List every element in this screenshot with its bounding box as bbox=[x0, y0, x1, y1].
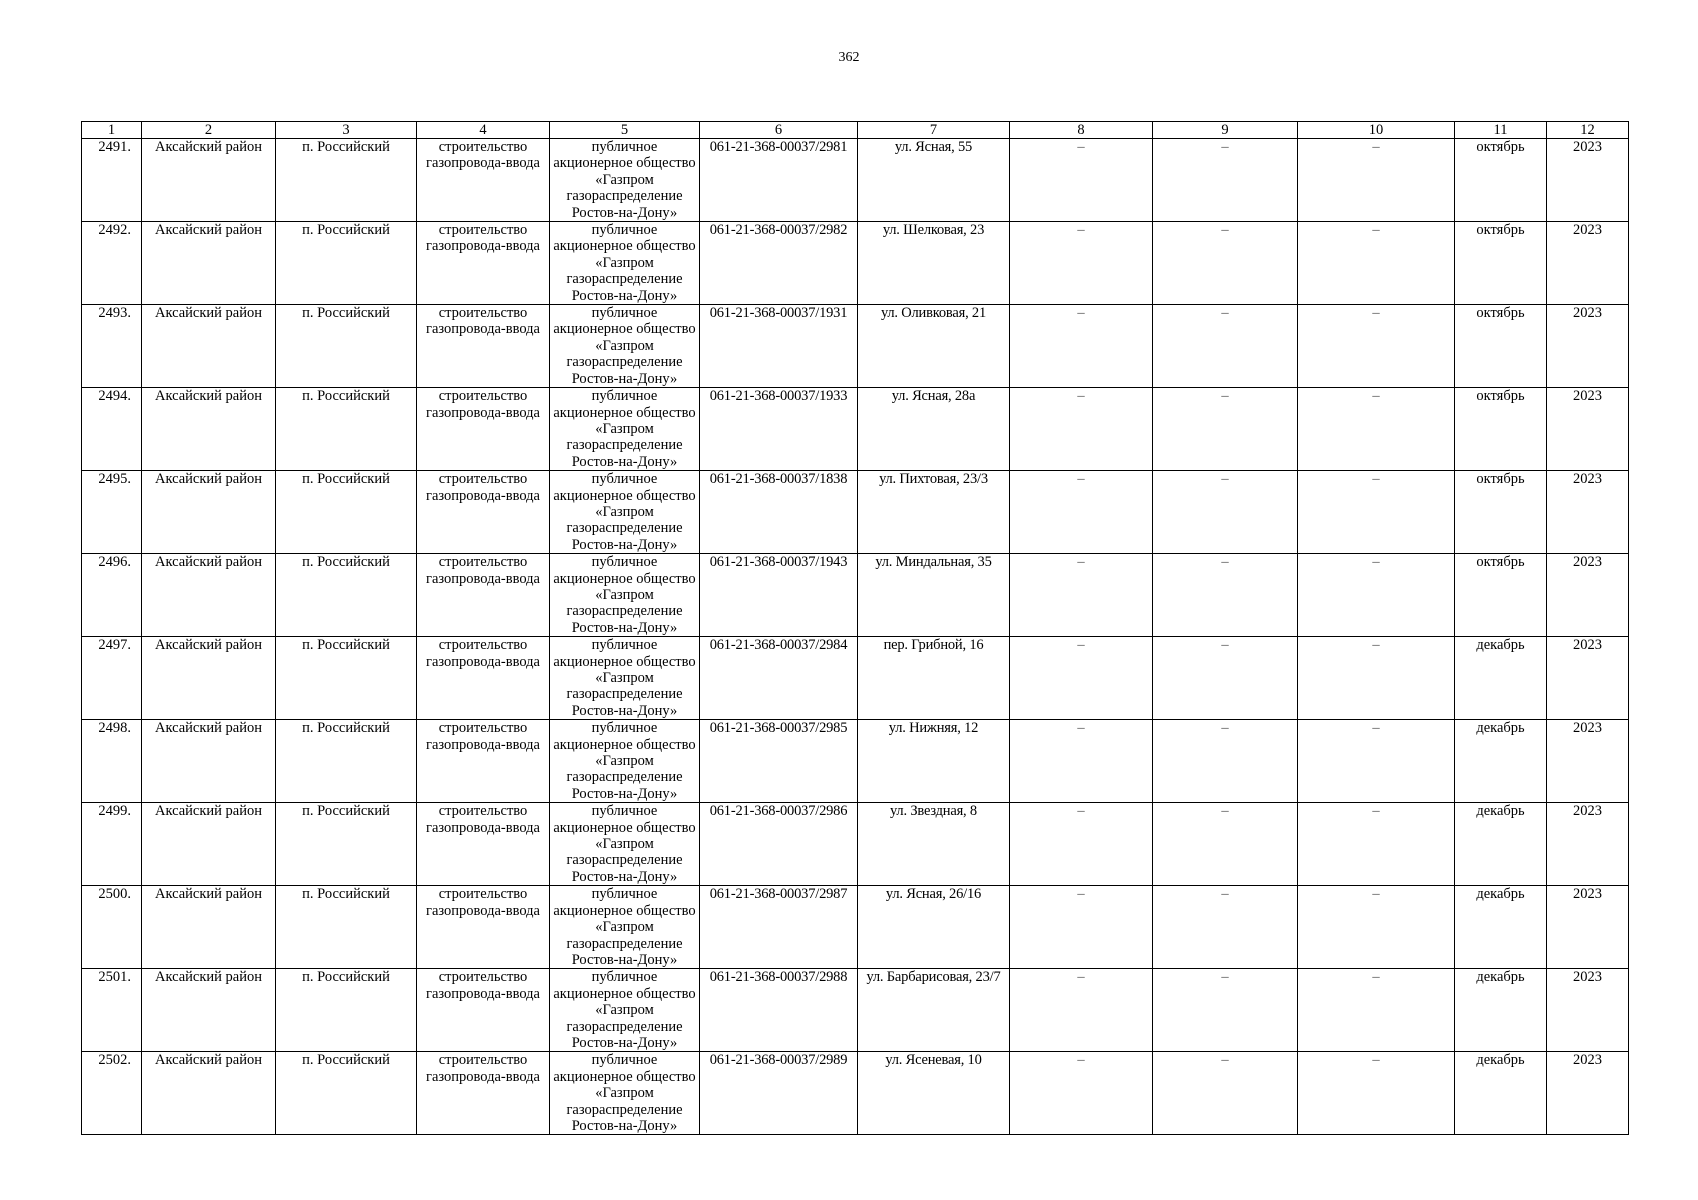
district-cell: Аксайский район bbox=[142, 720, 276, 803]
table-row bbox=[82, 720, 1629, 803]
registry-code-cell: 061-21-368-00037/2988 bbox=[700, 969, 858, 1052]
settlement-cell: п. Российский bbox=[276, 969, 417, 1052]
column-8-cell: – bbox=[1010, 222, 1153, 305]
work-type-cell: строительство газопровода-ввода bbox=[417, 554, 550, 637]
work-type-cell: строительство газопровода-ввода bbox=[417, 1052, 550, 1135]
registry-code-cell: 061-21-368-00037/2982 bbox=[700, 222, 858, 305]
district-cell: Аксайский район bbox=[142, 969, 276, 1052]
column-9-cell: – bbox=[1153, 305, 1298, 388]
settlement-cell: п. Российский bbox=[276, 720, 417, 803]
year-cell: 2023 bbox=[1547, 139, 1629, 222]
registry-code-cell: 061-21-368-00037/1933 bbox=[700, 388, 858, 471]
column-9-cell: – bbox=[1153, 886, 1298, 969]
row-number-cell: 2499. bbox=[82, 803, 142, 886]
work-type-cell: строительство газопровода-ввода bbox=[417, 388, 550, 471]
column-10-cell: – bbox=[1298, 886, 1455, 969]
work-type-cell: строительство газопровода-ввода bbox=[417, 720, 550, 803]
settlement-cell: п. Российский bbox=[276, 803, 417, 886]
district-cell: Аксайский район bbox=[142, 305, 276, 388]
work-type-cell: строительство газопровода-ввода bbox=[417, 803, 550, 886]
organization-cell: публичное акционерное общество «Газпром газораспределение Ростов-на-Дону» bbox=[550, 139, 700, 222]
settlement-cell: п. Российский bbox=[276, 222, 417, 305]
table-row bbox=[82, 554, 1629, 637]
address-cell: ул. Ясная, 55 bbox=[858, 139, 1010, 222]
address-cell: ул. Звездная, 8 bbox=[858, 803, 1010, 886]
work-type-cell: строительство газопровода-ввода bbox=[417, 637, 550, 720]
district-cell: Аксайский район bbox=[142, 471, 276, 554]
header-cell: 3 bbox=[276, 122, 417, 139]
column-8-cell: – bbox=[1010, 388, 1153, 471]
header-cell: 1 bbox=[82, 122, 142, 139]
address-cell: ул. Пихтовая, 23/3 bbox=[858, 471, 1010, 554]
row-number-cell: 2492. bbox=[82, 222, 142, 305]
column-9-cell: – bbox=[1153, 222, 1298, 305]
column-10-cell: – bbox=[1298, 1052, 1455, 1135]
table-row bbox=[82, 969, 1629, 1052]
page-number: 362 bbox=[838, 50, 860, 65]
row-number-cell: 2495. bbox=[82, 471, 142, 554]
address-cell: ул. Оливковая, 21 bbox=[858, 305, 1010, 388]
month-cell: октябрь bbox=[1455, 305, 1547, 388]
address-cell: ул. Ясная, 28а bbox=[858, 388, 1010, 471]
column-10-cell: – bbox=[1298, 969, 1455, 1052]
header-cell: 5 bbox=[550, 122, 700, 139]
table-header-row bbox=[82, 122, 1629, 139]
year-cell: 2023 bbox=[1547, 637, 1629, 720]
column-9-cell: – bbox=[1153, 637, 1298, 720]
month-cell: октябрь bbox=[1455, 222, 1547, 305]
table-row bbox=[82, 471, 1629, 554]
settlement-cell: п. Российский bbox=[276, 1052, 417, 1135]
district-cell: Аксайский район bbox=[142, 388, 276, 471]
organization-cell: публичное акционерное общество «Газпром газораспределение Ростов-на-Дону» bbox=[550, 554, 700, 637]
address-cell: пер. Грибной, 16 bbox=[858, 637, 1010, 720]
settlement-cell: п. Российский bbox=[276, 554, 417, 637]
month-cell: октябрь bbox=[1455, 471, 1547, 554]
settlement-cell: п. Российский bbox=[276, 139, 417, 222]
table-body bbox=[82, 122, 1629, 1135]
registry-code-cell: 061-21-368-00037/2985 bbox=[700, 720, 858, 803]
district-cell: Аксайский район bbox=[142, 637, 276, 720]
header-cell: 11 bbox=[1455, 122, 1547, 139]
work-type-cell: строительство газопровода-ввода bbox=[417, 139, 550, 222]
table-row bbox=[82, 637, 1629, 720]
month-cell: декабрь bbox=[1455, 720, 1547, 803]
column-8-cell: – bbox=[1010, 305, 1153, 388]
column-8-cell: – bbox=[1010, 886, 1153, 969]
column-10-cell: – bbox=[1298, 388, 1455, 471]
work-type-cell: строительство газопровода-ввода bbox=[417, 222, 550, 305]
year-cell: 2023 bbox=[1547, 471, 1629, 554]
column-9-cell: – bbox=[1153, 969, 1298, 1052]
month-cell: октябрь bbox=[1455, 139, 1547, 222]
address-cell: ул. Ясная, 26/16 bbox=[858, 886, 1010, 969]
row-number-cell: 2494. bbox=[82, 388, 142, 471]
work-type-cell: строительство газопровода-ввода bbox=[417, 471, 550, 554]
column-9-cell: – bbox=[1153, 139, 1298, 222]
header-cell: 12 bbox=[1547, 122, 1629, 139]
address-cell: ул. Нижняя, 12 bbox=[858, 720, 1010, 803]
table-row bbox=[82, 388, 1629, 471]
table-row bbox=[82, 139, 1629, 222]
month-cell: декабрь bbox=[1455, 969, 1547, 1052]
year-cell: 2023 bbox=[1547, 886, 1629, 969]
address-cell: ул. Ясеневая, 10 bbox=[858, 1052, 1010, 1135]
year-cell: 2023 bbox=[1547, 720, 1629, 803]
registry-code-cell: 061-21-368-00037/1943 bbox=[700, 554, 858, 637]
column-9-cell: – bbox=[1153, 471, 1298, 554]
header-cell: 10 bbox=[1298, 122, 1455, 139]
column-8-cell: – bbox=[1010, 803, 1153, 886]
table-row bbox=[82, 222, 1629, 305]
settlement-cell: п. Российский bbox=[276, 388, 417, 471]
settlement-cell: п. Российский bbox=[276, 471, 417, 554]
month-cell: октябрь bbox=[1455, 388, 1547, 471]
column-10-cell: – bbox=[1298, 554, 1455, 637]
address-cell: ул. Шелковая, 23 bbox=[858, 222, 1010, 305]
header-cell: 4 bbox=[417, 122, 550, 139]
address-cell: ул. Миндальная, 35 bbox=[858, 554, 1010, 637]
year-cell: 2023 bbox=[1547, 969, 1629, 1052]
column-8-cell: – bbox=[1010, 139, 1153, 222]
column-8-cell: – bbox=[1010, 720, 1153, 803]
column-9-cell: – bbox=[1153, 388, 1298, 471]
month-cell: декабрь bbox=[1455, 803, 1547, 886]
year-cell: 2023 bbox=[1547, 305, 1629, 388]
registry-code-cell: 061-21-368-00037/2986 bbox=[700, 803, 858, 886]
registry-code-cell: 061-21-368-00037/2984 bbox=[700, 637, 858, 720]
table-row bbox=[82, 305, 1629, 388]
registry-code-cell: 061-21-368-00037/1931 bbox=[700, 305, 858, 388]
header-cell: 7 bbox=[858, 122, 1010, 139]
settlement-cell: п. Российский bbox=[276, 305, 417, 388]
organization-cell: публичное акционерное общество «Газпром газораспределение Ростов-на-Дону» bbox=[550, 803, 700, 886]
year-cell: 2023 bbox=[1547, 803, 1629, 886]
organization-cell: публичное акционерное общество «Газпром газораспределение Ростов-на-Дону» bbox=[550, 1052, 700, 1135]
row-number-cell: 2502. bbox=[82, 1052, 142, 1135]
header-cell: 6 bbox=[700, 122, 858, 139]
header-cell: 9 bbox=[1153, 122, 1298, 139]
column-10-cell: – bbox=[1298, 471, 1455, 554]
district-cell: Аксайский район bbox=[142, 139, 276, 222]
registry-code-cell: 061-21-368-00037/2981 bbox=[700, 139, 858, 222]
organization-cell: публичное акционерное общество «Газпром газораспределение Ростов-на-Дону» bbox=[550, 720, 700, 803]
organization-cell: публичное акционерное общество «Газпром газораспределение Ростов-на-Дону» bbox=[550, 969, 700, 1052]
row-number-cell: 2501. bbox=[82, 969, 142, 1052]
district-cell: Аксайский район bbox=[142, 886, 276, 969]
document-table bbox=[81, 121, 1629, 1135]
district-cell: Аксайский район bbox=[142, 1052, 276, 1135]
column-10-cell: – bbox=[1298, 139, 1455, 222]
row-number-cell: 2500. bbox=[82, 886, 142, 969]
registry-code-cell: 061-21-368-00037/1838 bbox=[700, 471, 858, 554]
registry-code-cell: 061-21-368-00037/2989 bbox=[700, 1052, 858, 1135]
year-cell: 2023 bbox=[1547, 388, 1629, 471]
organization-cell: публичное акционерное общество «Газпром газораспределение Ростов-на-Дону» bbox=[550, 388, 700, 471]
work-type-cell: строительство газопровода-ввода bbox=[417, 886, 550, 969]
column-9-cell: – bbox=[1153, 720, 1298, 803]
district-cell: Аксайский район bbox=[142, 554, 276, 637]
column-10-cell: – bbox=[1298, 222, 1455, 305]
column-10-cell: – bbox=[1298, 803, 1455, 886]
month-cell: декабрь bbox=[1455, 1052, 1547, 1135]
column-8-cell: – bbox=[1010, 637, 1153, 720]
organization-cell: публичное акционерное общество «Газпром газораспределение Ростов-на-Дону» bbox=[550, 637, 700, 720]
settlement-cell: п. Российский bbox=[276, 637, 417, 720]
month-cell: декабрь bbox=[1455, 637, 1547, 720]
work-type-cell: строительство газопровода-ввода bbox=[417, 969, 550, 1052]
organization-cell: публичное акционерное общество «Газпром газораспределение Ростов-на-Дону» bbox=[550, 471, 700, 554]
month-cell: декабрь bbox=[1455, 886, 1547, 969]
settlement-cell: п. Российский bbox=[276, 886, 417, 969]
column-8-cell: – bbox=[1010, 554, 1153, 637]
column-10-cell: – bbox=[1298, 305, 1455, 388]
table-row bbox=[82, 886, 1629, 969]
month-cell: октябрь bbox=[1455, 554, 1547, 637]
column-8-cell: – bbox=[1010, 969, 1153, 1052]
registry-code-cell: 061-21-368-00037/2987 bbox=[700, 886, 858, 969]
year-cell: 2023 bbox=[1547, 1052, 1629, 1135]
header-cell: 8 bbox=[1010, 122, 1153, 139]
table-row bbox=[82, 803, 1629, 886]
year-cell: 2023 bbox=[1547, 222, 1629, 305]
row-number-cell: 2497. bbox=[82, 637, 142, 720]
column-10-cell: – bbox=[1298, 637, 1455, 720]
year-cell: 2023 bbox=[1547, 554, 1629, 637]
district-cell: Аксайский район bbox=[142, 803, 276, 886]
column-9-cell: – bbox=[1153, 554, 1298, 637]
row-number-cell: 2491. bbox=[82, 139, 142, 222]
row-number-cell: 2498. bbox=[82, 720, 142, 803]
column-8-cell: – bbox=[1010, 1052, 1153, 1135]
table-row bbox=[82, 1052, 1629, 1135]
work-type-cell: строительство газопровода-ввода bbox=[417, 305, 550, 388]
organization-cell: публичное акционерное общество «Газпром газораспределение Ростов-на-Дону» bbox=[550, 305, 700, 388]
column-9-cell: – bbox=[1153, 803, 1298, 886]
row-number-cell: 2496. bbox=[82, 554, 142, 637]
header-cell: 2 bbox=[142, 122, 276, 139]
organization-cell: публичное акционерное общество «Газпром газораспределение Ростов-на-Дону» bbox=[550, 886, 700, 969]
row-number-cell: 2493. bbox=[82, 305, 142, 388]
column-8-cell: – bbox=[1010, 471, 1153, 554]
organization-cell: публичное акционерное общество «Газпром газораспределение Ростов-на-Дону» bbox=[550, 222, 700, 305]
district-cell: Аксайский район bbox=[142, 222, 276, 305]
column-9-cell: – bbox=[1153, 1052, 1298, 1135]
column-10-cell: – bbox=[1298, 720, 1455, 803]
address-cell: ул. Барбарисовая, 23/7 bbox=[858, 969, 1010, 1052]
